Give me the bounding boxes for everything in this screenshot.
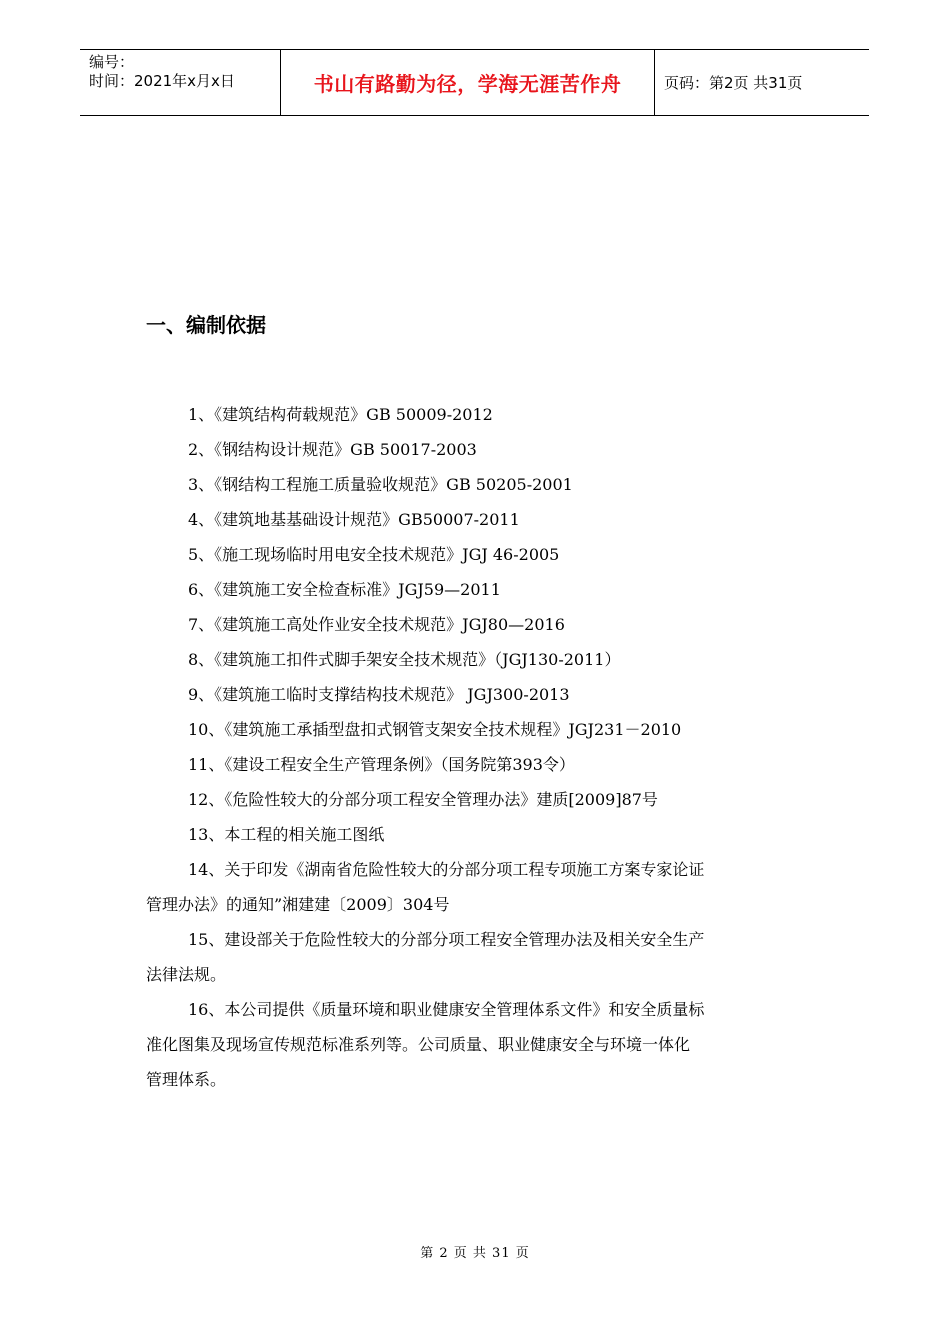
page-footer: 第 2 页 共 31 页 (420, 1246, 530, 1261)
reference-item (146, 852, 816, 922)
reference-item (146, 992, 816, 1097)
reference-list (146, 397, 816, 1097)
reference-item: 12、《危险性较大的分部分项工程安全管理办法》建质[2009]87号 (188, 790, 658, 809)
reference-line: 法律法规。 (146, 965, 227, 984)
serial-label: 编号： (89, 53, 135, 71)
reference-item: 5、《施工现场临时用电安全技术规范》JGJ 46-2005 (188, 545, 560, 564)
reference-line: 15、建设部关于危险性较大的分部分项工程安全管理办法及相关安全生产 (188, 930, 705, 949)
reference-item: 7、《建筑施工高处作业安全技术规范》JGJ80—2016 (188, 615, 565, 634)
reference-item: 4、《建筑地基基础设计规范》GB50007-2011 (188, 510, 520, 529)
reference-item: 6、《建筑施工安全检查标准》JGJ59—2011 (188, 580, 501, 599)
reference-item: 11、《建设工程安全生产管理条例》（国务院第393令） (188, 755, 575, 774)
section-title: 一、编制依据 (146, 313, 266, 337)
reference-item: 3、《钢结构工程施工质量验收规范》GB 50205-2001 (188, 475, 573, 494)
reference-item: 10、《建筑施工承插型盘扣式钢管支架安全技术规程》JGJ231－2010 (188, 720, 682, 739)
header-page-info: 页码：第2页 共31页 (664, 74, 803, 92)
reference-item (146, 922, 816, 992)
reference-item: 13、本工程的相关施工图纸 (188, 825, 385, 844)
reference-line: 14、关于印发《湖南省危险性较大的分部分项工程专项施工方案专家论证 (188, 860, 705, 879)
reference-line: 管理体系。 (146, 1070, 227, 1089)
reference-item: 2、《钢结构设计规范》GB 50017-2003 (188, 440, 477, 459)
reference-item: 1、《建筑结构荷载规范》GB 50009-2012 (188, 405, 493, 424)
reference-line: 16、本公司提供《质量环境和职业健康安全管理体系文件》和安全质量标 (188, 1000, 705, 1019)
header-motto: 书山有路勤为径，学海无涯苦作舟 (281, 50, 655, 115)
header-meta (80, 50, 281, 115)
time-label: 时间：2021年x月x日 (89, 72, 235, 90)
page-header (80, 49, 869, 116)
reference-item: 9、《建筑施工临时支撑结构技术规范》 JGJ300-2013 (188, 685, 570, 704)
reference-line: 管理办法》的通知”湘建建〔2009〕304号 (146, 895, 450, 914)
reference-line: 准化图集及现场宣传规范标准系列等。公司质量、职业健康安全与环境一体化 (146, 1035, 691, 1054)
reference-item: 8、《建筑施工扣件式脚手架安全技术规范》（JGJ130-2011） (188, 650, 621, 669)
